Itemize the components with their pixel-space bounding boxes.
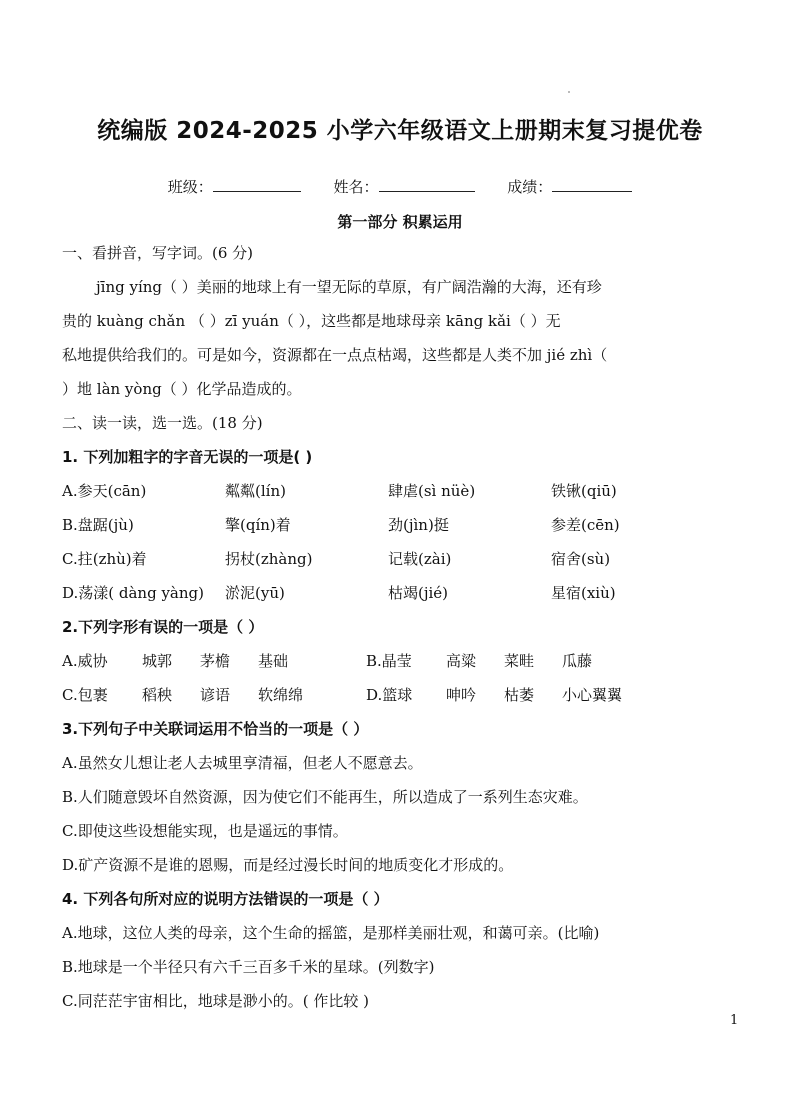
- pinyin-line-1: jīng yíng（ ）美丽的地球上有一望无际的草原，有广阔浩瀚的大海，还有珍: [96, 278, 602, 296]
- q2-b-3: 菜畦: [504, 652, 535, 670]
- q1-d-1: D.荡漾( dàng yàng): [62, 584, 204, 602]
- q2-b-4: 瓜藤: [562, 652, 593, 670]
- class-field: [168, 178, 306, 196]
- q1-row-a: [62, 474, 732, 508]
- section1-heading: 一、看拼音，写字词。(6 分): [62, 244, 254, 262]
- q3-option-a: A.虽然女儿想让老人去城里享清福，但老人不愿意去。: [62, 754, 423, 772]
- q2-a-1: A.威协: [62, 652, 108, 670]
- q1-row-d: [62, 576, 732, 610]
- q1-a-3: 肆虐(sì nüè): [388, 482, 476, 500]
- q2-c-3: 谚语: [200, 686, 231, 704]
- exam-title: 统编版 2024-2025 小学六年级语文上册期末复习提优卷: [97, 118, 703, 144]
- q1-b-1: B.盘踞(jù): [62, 516, 134, 534]
- q1-b-3: 劲(jìn)挺: [388, 516, 449, 534]
- score-field: [507, 178, 632, 196]
- q2-row-ab: [62, 644, 732, 678]
- q2-a-4: 基础: [258, 652, 289, 670]
- section2-heading: 二、读一读，选一选。(18 分): [62, 414, 263, 432]
- q3-option-d: D.矿产资源不是谁的恩赐，而是经过漫长时间的地质变化才形成的。: [62, 856, 514, 874]
- q1-b-4: 参差(cēn): [551, 516, 620, 534]
- scan-speck: [568, 91, 570, 93]
- question-3-stem: 3.下列句子中关联词运用不恰当的一项是（ ）: [62, 720, 369, 738]
- q2-d-3: 枯萎: [504, 686, 535, 704]
- name-label: 姓名：: [333, 178, 379, 196]
- page-number: 1: [730, 1013, 739, 1028]
- pinyin-line-3: 私地提供给我们的。可是如今，资源都在一点点枯竭，这些都是人类不加 jié zhì（: [62, 346, 608, 364]
- q4-option-a: A.地球，这位人类的母亲，这个生命的摇篮，是那样美丽壮观，和蔼可亲。(比喻): [62, 924, 600, 942]
- q1-c-3: 记载(zài): [388, 550, 452, 568]
- part-title: 第一部分 积累运用: [337, 213, 463, 231]
- q1-a-2: 粼粼(lín): [225, 482, 286, 500]
- name-field: [333, 178, 479, 196]
- q2-row-cd: [62, 678, 732, 712]
- q1-row-c: [62, 542, 732, 576]
- score-label: 成绩：: [507, 178, 553, 196]
- q2-c-1: C.包裹: [62, 686, 108, 704]
- q1-b-2: 擎(qín)着: [225, 516, 291, 534]
- question-1-stem: 1. 下列加粗字的字音无误的一项是( ): [62, 448, 313, 466]
- class-blank: [213, 177, 301, 192]
- q1-a-1: A.参天(cān): [62, 482, 147, 500]
- q1-a-4: 铁锹(qiū): [551, 482, 617, 500]
- q2-a-2: 城郭: [142, 652, 173, 670]
- q2-d-1: D.篮球: [366, 686, 413, 704]
- q2-b-1: B.晶莹: [366, 652, 412, 670]
- name-blank: [379, 177, 475, 192]
- q2-d-2: 呻吟: [446, 686, 477, 704]
- question-4-stem: 4. 下列各句所对应的说明方法错误的一项是（ ）: [62, 890, 389, 908]
- q2-d-4: 小心翼翼: [562, 686, 623, 704]
- score-blank: [552, 177, 632, 192]
- q2-b-2: 高粱: [446, 652, 477, 670]
- q1-c-2: 拐杖(zhàng): [225, 550, 313, 568]
- q2-c-4: 软绵绵: [258, 686, 304, 704]
- pinyin-line-2: 贵的 kuàng chǎn （ ）zī yuán（ ），这些都是地球母亲 kāng kǎi（ ）无: [62, 312, 561, 330]
- q1-c-4: 宿舍(sù): [551, 550, 611, 568]
- q4-option-c: C.同茫茫宇宙相比，地球是渺小的。( 作比较 ): [62, 992, 369, 1010]
- q2-c-2: 稻秧: [142, 686, 173, 704]
- question-2-stem: 2.下列字形有误的一项是（ ）: [62, 618, 264, 636]
- q3-option-c: C.即使这些设想能实现，也是遥远的事情。: [62, 822, 348, 840]
- q4-option-b: B.地球是一个半径只有六千三百多千米的星球。(列数字): [62, 958, 435, 976]
- q3-option-b: B.人们随意毁坏自然资源，因为使它们不能再生，所以造成了一系列生态灾难。: [62, 788, 588, 806]
- q1-d-2: 淤泥(yū): [225, 584, 285, 602]
- q1-d-3: 枯竭(jié): [388, 584, 449, 602]
- q1-d-4: 星宿(xiù): [551, 584, 616, 602]
- exam-content: [62, 236, 732, 1018]
- q1-row-b: [62, 508, 732, 542]
- q2-a-3: 茅檐: [200, 652, 231, 670]
- class-label: 班级：: [167, 178, 213, 196]
- q1-c-1: C.拄(zhù)着: [62, 550, 147, 568]
- pinyin-line-4: ）地 làn yòng（ ）化学品造成的。: [62, 380, 302, 398]
- student-info-row: [0, 176, 800, 197]
